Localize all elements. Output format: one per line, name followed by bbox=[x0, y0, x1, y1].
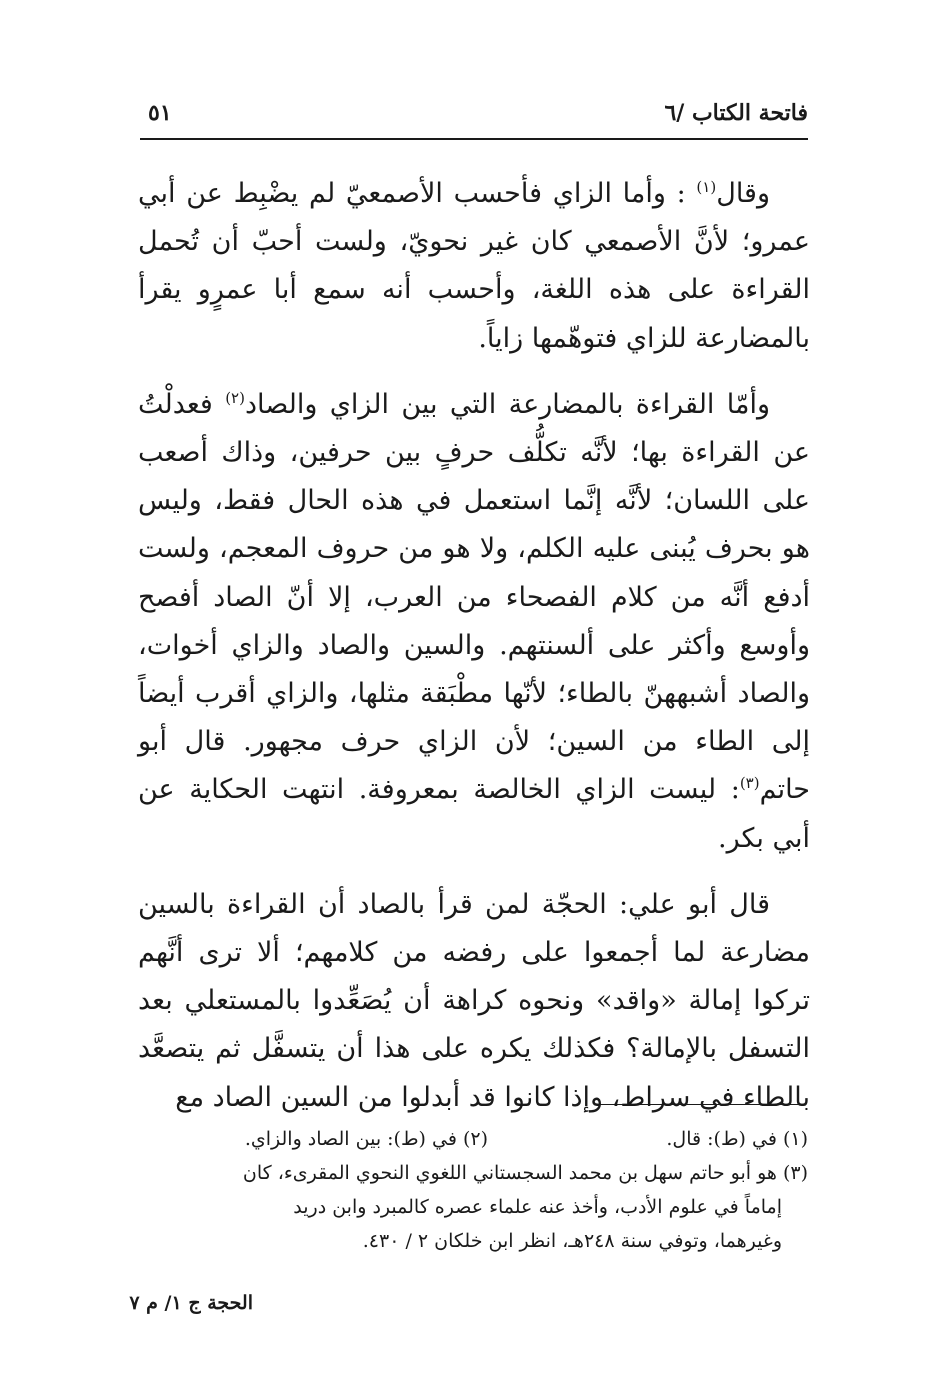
footnote-ref-2: (٢) bbox=[225, 388, 245, 407]
paragraph-3: قال أبو علي: الحجّة لمن قرأ بالصاد أن القراءة بالسين مضارعة لما أجمعوا على رفضه من كلامهم؛ ألا ترى أنَّهم تركوا إمالة «واقد» ونحوه كراهة أن يُصَعِّدوا بالمستعلي بعد التسفل بالإمالة؟ فكذلك يكره على هذا أن يتسفَّل ثم يتصعَّد بالطاء في سراط، وإذا كانوا قد أبدلوا من السين الصاد مع bbox=[138, 888, 810, 1113]
paragraph-2-text-b: فعدلْتُ عن القراءة بها؛ لأنَّه تكلُّف حرفٍ بين حرفين، وذاك أصعب على اللسان؛ لأنَّه إنَّما استعمل في هذه الحال فقط، وليس هو بحرف يُبنى عليه الكلم، ولا هو من حروف المعجم، ولست أدفع أنَّه من كلام الفصحاء من العرب، إلا أنّ الصاد أفصح وأوسع وأكثر على ألسنتهم. والسين والصاد والزاي أخوات، والصاد أشبههنّ بالطاء؛ لأنّها مطْبَقة مثلها، والزاي أقرب أيضاً إلى الطاء من السين؛ لأن الزاي حرف مجهور. قال أبو حاتم bbox=[138, 388, 810, 806]
running-title: فاتحة الكتاب /٦ bbox=[664, 100, 808, 126]
paragraph-1 bbox=[138, 170, 810, 363]
footnote-3-line-1: (٣) هو أبو حاتم سهل بن محمد السجستاني اللغوي النحوي المقرىء، كان bbox=[242, 1162, 808, 1184]
paragraph-2-text-c: : ليست الزاي الخالصة بمعروفة. انتهت الحكاية عن أبي بكر. bbox=[138, 774, 810, 854]
paragraph-2 bbox=[138, 381, 810, 863]
paragraph-2-text-a: وأمّا القراءة بالمضارعة التي بين الزاي والصاد bbox=[244, 388, 770, 420]
footnote-row-1-2 bbox=[140, 1122, 808, 1156]
footnote-ref-1: (١) bbox=[696, 178, 717, 196]
footnote-2: (٢) في (ط): بين الصاد والزاي. bbox=[244, 1128, 488, 1150]
printer-signature: الحجة ج ١/ م ٧ bbox=[129, 1292, 253, 1314]
footnote-1: (١) في (ط): قال. bbox=[666, 1128, 808, 1150]
footnote-divider bbox=[596, 1104, 806, 1105]
footnotes bbox=[140, 1122, 808, 1258]
running-header bbox=[140, 98, 808, 134]
main-text bbox=[138, 170, 810, 1122]
page-number: ٥١ bbox=[148, 100, 172, 126]
paragraph-1-text-b: : وأما الزاي فأحسب الأصمعيّ لم يضْبِط عن أبي عمرو؛ لأنَّ الأصمعي كان غير نحويّ، ولست أحبّ أن تُحمل القراءة على هذه اللغة، وأحسب أنه سمع أبا عمرٍو يقرأ بالمضارعة للزاي فتوهّمها زاياً. bbox=[138, 178, 810, 354]
footnote-3 bbox=[140, 1156, 808, 1258]
footnote-3-line-3: وغيرهما، وتوفي سنة ٢٤٨هـ، انظر ابن خلكان ٢ / ٤٣٠. bbox=[362, 1230, 782, 1252]
header-divider bbox=[140, 138, 808, 140]
footnote-ref-3: (٣) bbox=[739, 774, 760, 793]
paragraph-1-text-a: وقال bbox=[716, 178, 770, 209]
footnote-3-line-2: إماماً في علوم الأدب، وأخذ عنه علماء عصره كالمبرد وابن دريد bbox=[293, 1196, 782, 1218]
